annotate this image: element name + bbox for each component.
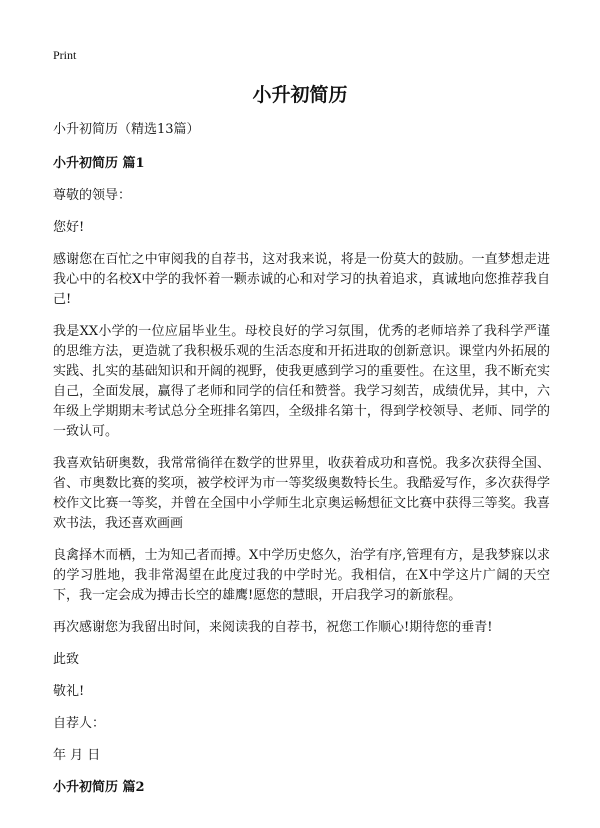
paragraph: 我喜欢钻研奥数，我常常徜徉在数学的世界里，收获着成功和喜悦。我多次获得全国、省、市奥数比赛的奖项，被学校评为市一等奖级奥数特长生。我酷爱写作，多次获得学校作文比赛一等奖，并曾在全国中小学师生北京奥运畅想征文比赛中获得三等奖。我喜欢书法，我还喜欢画画 (53, 456, 550, 531)
article-subtitle: 小升初简历（精选13篇） (53, 122, 200, 137)
signature-label: 自荐人： (53, 716, 106, 731)
date-line: 年 月 日 (53, 748, 101, 763)
salutation: 尊敬的领导： (53, 188, 132, 203)
greeting: 您好! (53, 220, 85, 235)
article-body (53, 120, 550, 810)
paragraph: 再次感谢您为我留出时间，来阅读我的自荐书，祝您工作顺心!期待您的垂青! (53, 620, 493, 635)
print-link[interactable]: Print (53, 48, 77, 62)
closing-regards: 敬礼! (53, 684, 85, 699)
paragraph: 良禽择木而栖，士为知己者而搏。X中学历史悠久，治学有序,管理有方，是我梦寐以求的学习胜地，我非常渴望在此度过我的中学时光。我相信，在X中学这片广阔的天空下，我一定会成为搏击长空的雄鹰!愿您的慧眼，开启我学习的新旅程。 (53, 548, 550, 603)
section-heading: 小升初简历 篇2 (53, 780, 145, 795)
page-title: 小升初简历 (252, 84, 348, 106)
paragraph: 感谢您在百忙之中审阅我的自荐书，这对我来说，将是一份莫大的鼓励。一直梦想走进我心中的名校X中学的我怀着一颗赤诚的心和对学习的执着追求，真诚地向您推荐我自己! (53, 252, 550, 307)
section-heading: 小升初简历 篇1 (53, 156, 145, 171)
closing-line: 此致 (53, 652, 80, 667)
paragraph: 我是XX小学的一位应届毕业生。母校良好的学习氛围，优秀的老师培养了我科学严谨的思维方法，更造就了我积极乐观的生活态度和开拓进取的创新意识。课堂内外拓展的实践、扎实的基础知识和开阔的视野，使我更感到学习的重要性。在这里，我不断充实自己，全面发展，赢得了老师和同学的信任和赞誉。我学习刻苦，成绩优异，其中，六年级上学期期末考试总分全班排名第四，全级排名第十，得到学校领导、老师、同学的一致认可。 (53, 324, 550, 439)
